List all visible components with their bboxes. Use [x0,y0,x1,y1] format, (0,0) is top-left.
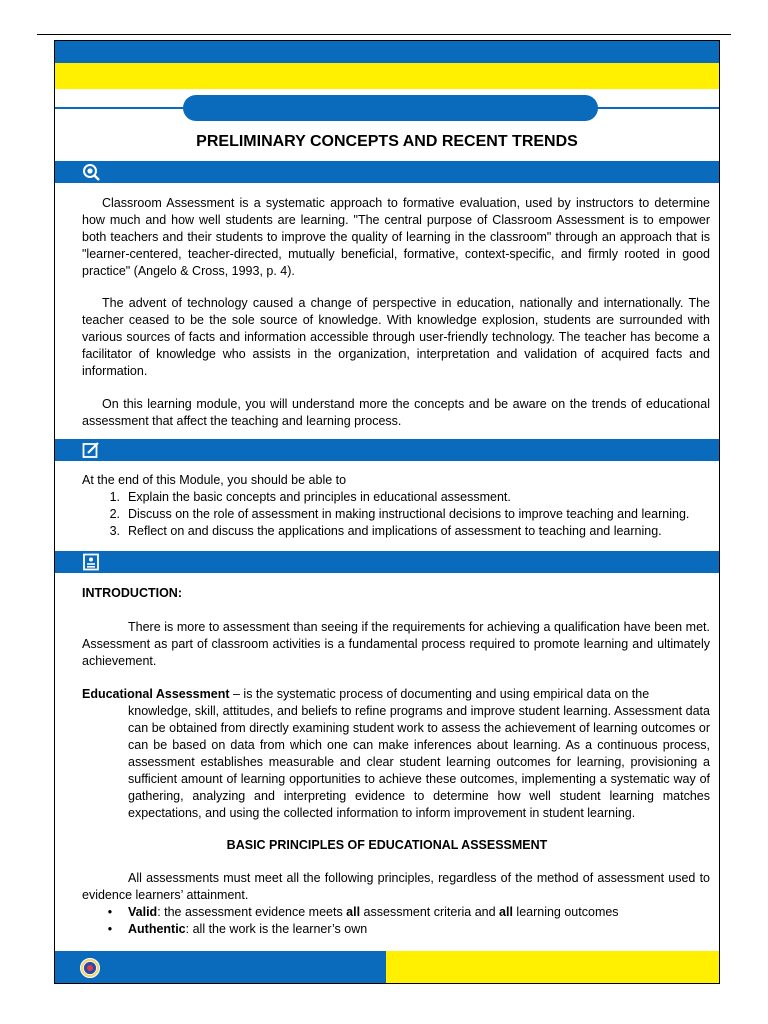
list-item: • Valid: the assessment evidence meets all assessment criteria and all learning outcomes [107,905,619,919]
module-page [54,40,720,984]
header-blue-band [55,41,719,63]
edit-icon [82,441,100,459]
overview-paragraph-1: Classroom Assessment is a systematic approach to formative evaluation, used by instructors to determine how much and how well students are learning. "The central purpose of Classroom Assessment is to empower both teachers and their students to improve the quality of learning in the classroom" through an approach that is "learner-centered, teacher-directed, mutually beneficial, formative, context-specific, and firmly rooted in good practice" (Angelo & Cross, 1993, p. 4). [82,196,710,278]
top-rule [37,34,731,35]
objectives-lead: At the end of this Module, you should be able to [82,473,347,487]
objectives-list [82,472,710,540]
introduction-paragraph: There is more to assessment than seeing if the requirements for achieving a qualification have been met. Assessment as part of classroom activities is a fundamental process required to promote learning and ultimately achievement. [82,620,710,668]
overview-paragraph-3: On this learning module, you will understand more the concepts and be aware on the trends of educational assessment that affect the teaching and learning process. [82,397,710,428]
document-icon [82,553,100,571]
list-item: 1. Explain the basic concepts and principles in educational assessment. [109,490,511,504]
overview-paragraph-2: The advent of technology caused a change of perspective in education, nationally and internationally. The teacher ceased to be the sole source of knowledge. With knowledge explosion, students are surrounded with various sources of facts and information accessible through user-friendly technology. The teacher has become a facilitator of knowledge who assists in the organization, interpretation and validation of acquired facts and information. [82,296,710,378]
introduction-heading: INTRODUCTION: [82,586,182,600]
footer-blue-band [55,951,386,984]
content-bar [55,551,719,573]
list-item: • Authentic: all the work is the learner’s own [107,922,368,936]
principles-paragraph: All assessments must meet all the following principles, regardless of the method of assessment used to evidence learners’ attainment. [82,871,710,902]
header-yellow-band [55,63,719,89]
page-title: PRELIMINARY CONCEPTS AND RECENT TRENDS [196,133,578,150]
footer-yellow-band [386,951,720,984]
list-item: 3. Reflect on and discuss the applications and implications of assessment to teaching and learning. [109,524,662,538]
overview-bar [55,161,719,183]
header-pill [183,95,598,121]
university-seal-icon [80,958,100,978]
principles-heading: BASIC PRINCIPLES OF EDUCATIONAL ASSESSMENT [226,838,548,852]
objectives-bar [55,439,719,461]
list-item: 2. Discuss on the role of assessment in making instructional decisions to improve teaching and learning. [109,507,690,521]
magnifier-icon [82,163,100,181]
principles-list [82,904,710,938]
educational-assessment-definition: Educational Assessment – is the systematic process of documenting and using empirical data on the knowledge, skill, attitudes, and beliefs to refine programs and improve student learning. Assessment data can be obtained from directly examining student work to assess the achievement of learning outcomes or can be based on data from which one can make inferences about learning. As a continuous process, assessment establishes measurable and clear student learning outcomes for learning, provisioning a sufficient amount of learning opportunities to achieve these outcomes, implementing a systematic way of gathering, analyzing and interpreting evidence to determine how well student learning matches expectations, and using the collected information to inform improvement in student learning. [82,687,710,820]
